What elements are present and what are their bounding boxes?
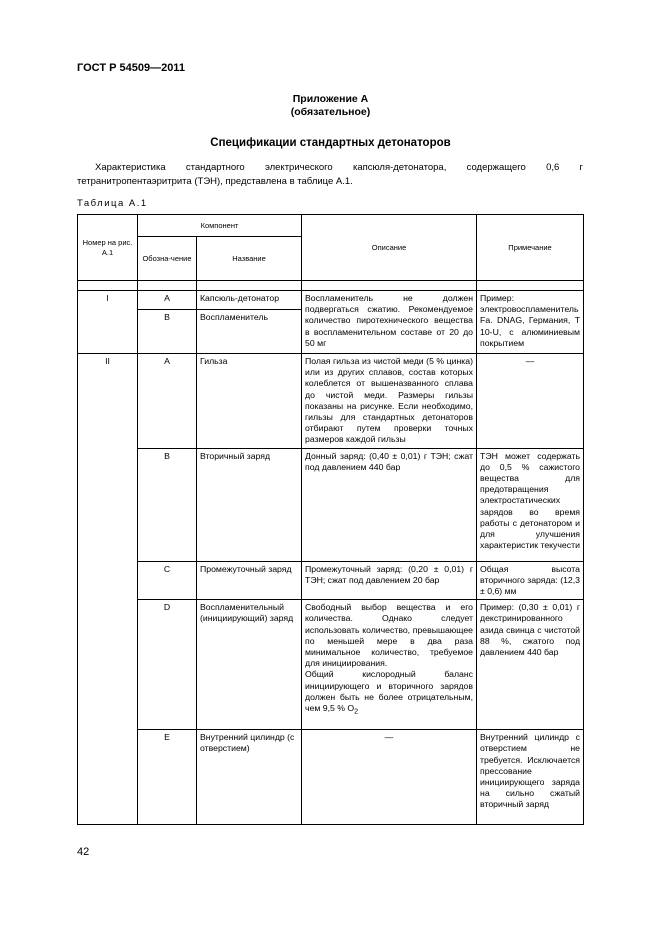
note-cell: ТЭН может содержать до 0,5 % сажистого вещества для предотвращения электростатических зарядов во время работы с детонатором и для улучшения характеристик текучести	[477, 448, 584, 561]
annex-status: (обязательное)	[290, 106, 371, 118]
description-text: Общий кислородный баланс инициирующего и вторичного зарядов должен быть не более отрицательным, чем 9,5 % O	[305, 669, 474, 714]
name-cell: Капсюль-детонатор	[197, 291, 302, 310]
description-part-2	[305, 669, 473, 717]
name-cell: Вторичный заряд	[197, 448, 302, 561]
name-cell: Промежуточный заряд	[197, 561, 302, 600]
name-cell: Воспламенительный (инициирующий) заряд	[197, 600, 302, 730]
designation-cell: B	[138, 448, 197, 561]
subscript: 2	[354, 706, 359, 716]
name-cell: Внутренний цилиндр (с отверстием)	[197, 730, 302, 825]
description-part-1: Свободный выбор вещества и его количества. Однако следует использовать количество, превышающее по меньшей мере в два раза минимальное количество, требуемое для инициирования.	[305, 602, 474, 669]
header-note: Примечание	[477, 215, 584, 281]
section-title: Спецификации стандартных детонаторов	[210, 137, 451, 149]
fig-number-cell: II	[78, 354, 138, 825]
note-cell: Пример: (0,30 ± 0,01) г декстринированного азида свинца с чистотой 88 %, сжатого под давлением 440 бар	[477, 600, 584, 730]
designation-cell: D	[138, 600, 197, 730]
header-designation: Обозна-чение	[138, 237, 197, 281]
note-cell: Общая высота вторичного заряда: (12,3 ± 0,6) мм	[477, 561, 584, 600]
table-row	[78, 561, 584, 600]
header-fig-number: Номер на рис. А.1	[78, 215, 138, 281]
designation-cell: A	[138, 354, 197, 449]
table-row	[78, 448, 584, 561]
name-cell: Гильза	[197, 354, 302, 449]
table-row	[78, 600, 584, 730]
table-spacer-row	[78, 281, 584, 291]
table-caption: Таблица А.1	[77, 198, 148, 209]
note-cell: Внутренний цилиндр с отверстием не требуется. Исключается прессование инициирующего заряда на сильно сжатый вторичный заряд	[477, 730, 584, 825]
description-cell: Полая гильза из чистой меди (5 % цинка) или из других сплавов, состав которых колеблется от вышеназванного сплава до чистой меди. Размеры гильзы показаны на рисунке. Если необходимо, гильзы для стандартных детонаторов отбирают путем проверки точных размеров каждой гильзы	[302, 354, 477, 449]
table-row	[78, 291, 584, 310]
designation-cell: A	[138, 291, 197, 310]
header-name: Название	[197, 237, 302, 281]
header-description: Описание	[302, 215, 477, 281]
description-cell: Промежуточный заряд: (0,20 ± 0,01) г ТЭН; сжат под давлением 20 бар	[302, 561, 477, 600]
description-cell: Воспламенитель не должен подвергаться сжатию. Рекомендуемое количество пиротехнического вещества в воспламенительном составе от 20 до 50 мг	[302, 291, 477, 354]
note-cell: —	[477, 354, 584, 449]
note-cell: Пример: электровоспламенитель Fa. DNAG, Германия, T 10-U, с алюминиевым покрытием	[477, 291, 584, 354]
description-cell: —	[302, 730, 477, 825]
table-row	[78, 354, 584, 449]
name-cell: Воспламенитель	[197, 310, 302, 354]
specification-table	[77, 214, 584, 825]
designation-cell: C	[138, 561, 197, 600]
table-header-row	[78, 215, 584, 237]
description-cell	[302, 600, 477, 730]
standard-header: ГОСТ Р 54509—2011	[77, 62, 185, 74]
fig-number-cell: I	[78, 291, 138, 354]
description-cell: Донный заряд: (0,40 ± 0,01) г ТЭН; сжат под давлением 440 бар	[302, 448, 477, 561]
table-row	[78, 730, 584, 825]
designation-cell: B	[138, 310, 197, 354]
page-number: 42	[77, 846, 90, 858]
header-component: Компонент	[138, 215, 302, 237]
annex-title: Приложение А	[292, 93, 369, 105]
intro-paragraph: Характеристика стандартного электрического капсюля-детонатора, содержащего 0,6 г тетранитропентаэритрита (ТЭН), представлена в таблице А.1.	[77, 162, 583, 187]
designation-cell: E	[138, 730, 197, 825]
